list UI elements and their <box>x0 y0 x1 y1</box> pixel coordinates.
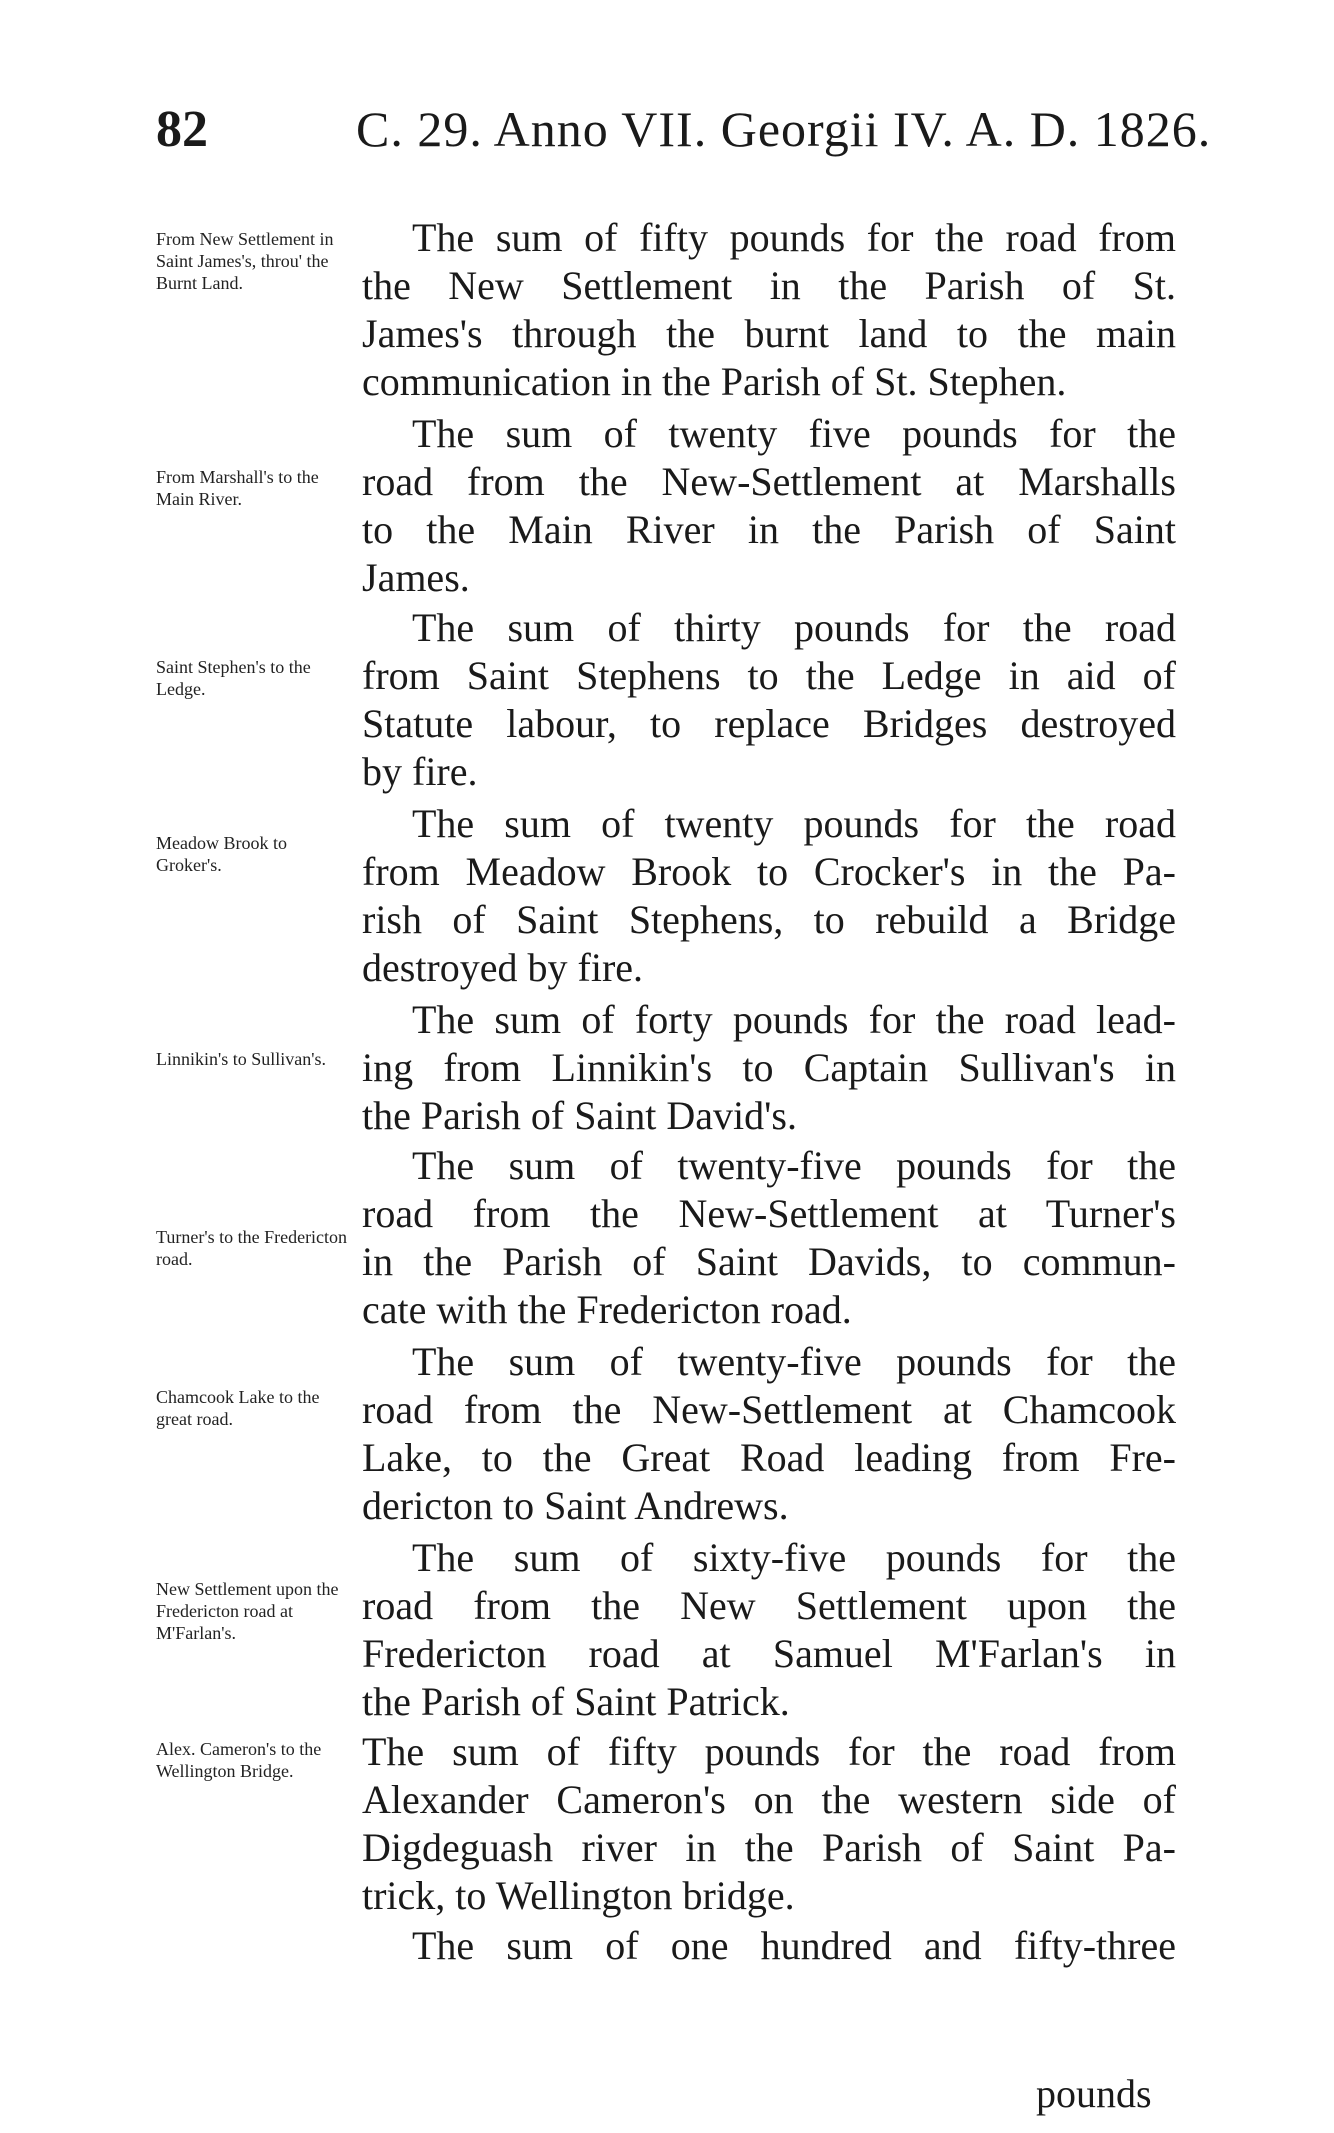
page-number: 82 <box>156 101 208 158</box>
text-line: road from the New-Settlement at Chamcook <box>362 1387 1176 1432</box>
text-line: Fredericton road at Samuel M'Farlan's in <box>362 1631 1176 1676</box>
text-line: in the Parish of Saint Davids, to commun- <box>362 1239 1176 1284</box>
text-line: rish of Saint Stephens, to rebuild a Bridge <box>362 897 1176 942</box>
text-line: from Saint Stephens to the Ledge in aid of <box>362 653 1176 698</box>
text-line: ing from Linnikin's to Captain Sullivan's in <box>362 1045 1176 1090</box>
margin-note: New Settlement upon the Fredericton road at M'Farlan's. <box>156 1579 339 1643</box>
text-line: from Meadow Brook to Crocker's in the Pa- <box>362 849 1176 894</box>
entry-text <box>362 1142 1176 1334</box>
margin-note: From Marshall's to the Main River. <box>156 467 319 509</box>
entry-text <box>362 1534 1176 1726</box>
text-line: The sum of twenty-five pounds for the <box>412 1143 1176 1188</box>
page-header <box>156 100 1212 170</box>
text-line: the New Settlement in the Parish of St. <box>362 263 1176 308</box>
entry-text <box>362 214 1176 406</box>
text-line: trick, to Wellington bridge. <box>362 1873 795 1918</box>
text-line: James's through the burnt land to the main <box>362 311 1176 356</box>
text-line: road from the New-Settlement at Marshalls <box>362 459 1176 504</box>
text-line: The sum of thirty pounds for the road <box>412 605 1176 650</box>
margin-note: Alex. Cameron's to the Wellington Bridge. <box>156 1739 322 1781</box>
entry-text <box>362 410 1176 602</box>
entry-text <box>362 604 1176 796</box>
entry-text <box>362 1922 1176 1970</box>
running-head: C. 29. Anno VII. Georgii IV. A. D. 1826. <box>356 101 1212 157</box>
text-line: Statute labour, to replace Bridges destroyed <box>362 701 1176 746</box>
text-line: The sum of sixty-five pounds for the <box>412 1535 1176 1580</box>
text-line: Digdeguash river in the Parish of Saint Pa- <box>362 1825 1176 1870</box>
entry-text <box>362 1728 1176 1920</box>
margin-note: Meadow Brook to Groker's. <box>156 833 287 875</box>
text-line: Alexander Cameron's on the western side of <box>362 1777 1176 1822</box>
text-line: road from the New-Settlement at Turner's <box>362 1191 1176 1236</box>
entry-text <box>362 800 1176 992</box>
text-line: by fire. <box>362 749 478 794</box>
margin-note: Chamcook Lake to the great road. <box>156 1387 320 1429</box>
margin-note: From New Settlement in Saint James's, throu' the Burnt Land. <box>156 229 334 293</box>
text-line: dericton to Saint Andrews. <box>362 1483 789 1528</box>
margin-note: Turner's to the Fredericton road. <box>156 1227 348 1269</box>
text-line: The sum of twenty pounds for the road <box>412 801 1176 846</box>
text-line: the Parish of Saint David's. <box>362 1093 797 1138</box>
text-line: Lake, to the Great Road leading from Fre- <box>362 1435 1176 1480</box>
catchword: pounds <box>1036 2071 1152 2116</box>
text-line: to the Main River in the Parish of Saint <box>362 507 1176 552</box>
margin-note: Linnikin's to Sullivan's. <box>156 1049 326 1069</box>
text-line: cate with the Fredericton road. <box>362 1287 852 1332</box>
text-line: road from the New Settlement upon the <box>362 1583 1176 1628</box>
entry-text <box>362 996 1176 1140</box>
text-line: The sum of twenty five pounds for the <box>412 411 1176 456</box>
text-line: The sum of one hundred and fifty-three <box>412 1923 1176 1968</box>
text-line: destroyed by fire. <box>362 945 644 990</box>
text-line: The sum of fifty pounds for the road from <box>362 1729 1176 1774</box>
text-line: the Parish of Saint Patrick. <box>362 1679 790 1724</box>
text-line: The sum of fifty pounds for the road from <box>412 215 1176 260</box>
text-line: communication in the Parish of St. Stephen. <box>362 359 1067 404</box>
text-line: The sum of forty pounds for the road lead- <box>412 997 1176 1042</box>
margin-note: Saint Stephen's to the Ledge. <box>156 657 311 699</box>
text-line: James. <box>362 555 470 600</box>
entry-text <box>362 1338 1176 1530</box>
text-line: The sum of twenty-five pounds for the <box>412 1339 1176 1384</box>
